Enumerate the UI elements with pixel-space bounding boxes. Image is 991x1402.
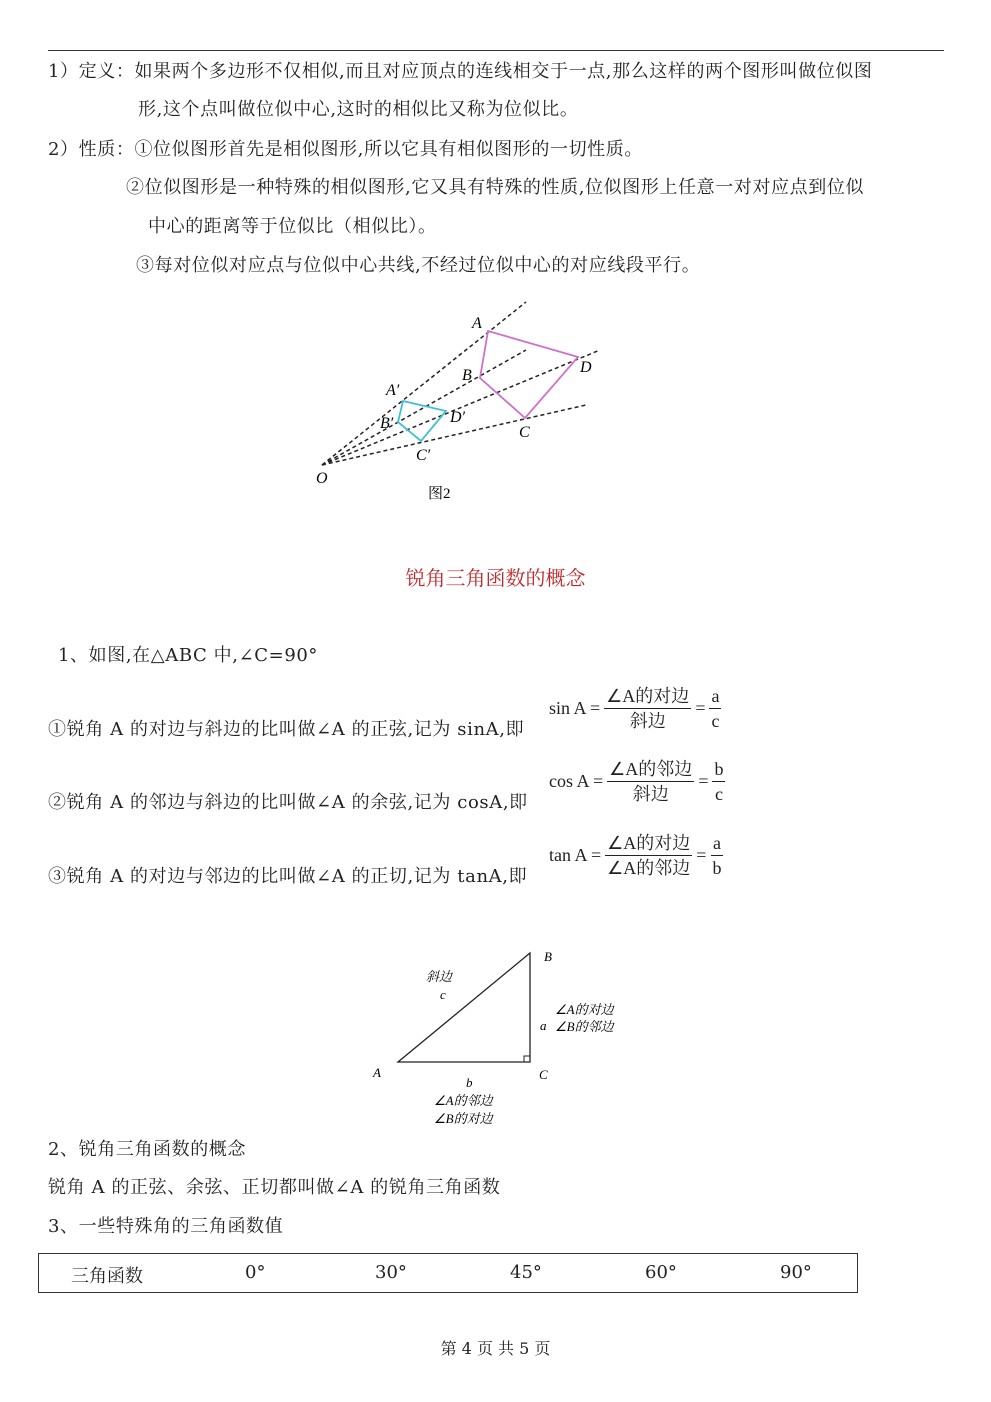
vertex-C: C	[539, 1067, 548, 1082]
small-polygon	[398, 401, 446, 441]
properties-line2: ②位似图形是一种特殊的相似图形,它又具有特殊的性质,位似图形上任意一对对应点到位似	[126, 177, 865, 198]
definition-line1: 1）定义：如果两个多边形不仅相似,而且对应顶点的连线相交于一点,那么这样的两个图形叫做位似图	[48, 61, 873, 82]
side-b-label2: ∠B的对边	[434, 1111, 493, 1126]
label-C-prime: C′	[416, 447, 431, 464]
cosine-definition: ②锐角 A 的邻边与斜边的比叫做∠A 的余弦,记为 cosA,即	[48, 792, 528, 813]
label-B-prime: B′	[380, 415, 394, 432]
item2-text: 锐角 A 的正弦、余弦、正切都叫做∠A 的锐角三角函数	[48, 1177, 501, 1198]
table-header: 三角函数	[71, 1266, 143, 1287]
table-header: 90°	[780, 1262, 812, 1283]
tangent-definition: ③锐角 A 的对边与邻边的比叫做∠A 的正切,记为 tanA,即	[48, 866, 528, 887]
ratio-numerator: a	[709, 684, 721, 709]
label-O: O	[316, 470, 328, 487]
special-angles-table	[38, 1253, 858, 1293]
formula-equals: =	[698, 771, 709, 791]
hypotenuse-label: 斜边	[426, 969, 453, 984]
right-triangle-diagram	[0, 930, 991, 1140]
formula-lhs: sin A =	[549, 698, 601, 718]
ratio-denominator: b	[712, 858, 722, 878]
item2-heading: 2、锐角三角函数的概念	[48, 1139, 247, 1160]
properties-line1: 2）性质：①位似图形首先是相似图形,所以它具有相似图形的一切性质。	[48, 139, 643, 160]
formula-denominator: 斜边	[632, 784, 669, 804]
table-header: 60°	[645, 1262, 677, 1283]
formula-numerator: ∠A的对边	[604, 684, 691, 709]
sine-definition: ①锐角 A 的对边与斜边的比叫做∠A 的正弦,记为 sinA,即	[48, 719, 525, 740]
ratio-numerator: b	[712, 757, 725, 782]
definition-line2: 形,这个点叫做位似中心,这时的相似比又称为位似比。	[138, 99, 579, 120]
side-c: c	[440, 987, 446, 1002]
tangent-formula	[549, 831, 727, 880]
figure2-homothety	[0, 0, 991, 520]
side-a: a	[540, 1018, 547, 1033]
properties-line3: 中心的距离等于位似比（相似比）。	[148, 216, 437, 237]
triangle-abc	[398, 953, 530, 1062]
page-footer: 第 4 页 共 5 页	[440, 1339, 551, 1358]
ray-lines	[322, 302, 600, 465]
label-B: B	[462, 367, 472, 384]
side-a-label2: ∠B的邻边	[555, 1019, 614, 1034]
section-title: 锐角三角函数的概念	[405, 566, 586, 590]
vertex-B: B	[544, 949, 552, 964]
table-header: 0°	[245, 1262, 266, 1283]
formula-lhs: tan A =	[549, 845, 602, 865]
vertex-A: A	[373, 1065, 381, 1080]
ratio-numerator: a	[711, 831, 723, 856]
formula-denominator: ∠A的邻边	[607, 858, 691, 878]
ratio-denominator: c	[711, 711, 720, 731]
figure-caption: 图2	[428, 486, 451, 502]
table-header: 30°	[375, 1262, 407, 1283]
large-polygon	[480, 331, 578, 418]
label-D-prime: D′	[450, 409, 466, 426]
formula-denominator: 斜边	[629, 711, 666, 731]
formula-numerator: ∠A的邻边	[607, 757, 694, 782]
label-D: D	[580, 359, 592, 376]
label-A-prime: A′	[386, 382, 400, 399]
formula-equals: =	[696, 845, 707, 865]
side-b: b	[466, 1075, 473, 1090]
cosine-formula	[549, 757, 729, 806]
formula-lhs: cos A =	[549, 771, 604, 791]
formula-equals: =	[695, 698, 706, 718]
sine-formula	[549, 684, 725, 733]
properties-line4: ③每对位似对应点与位似中心共线,不经过位似中心的对应线段平行。	[136, 255, 701, 276]
label-C: C	[519, 424, 530, 441]
table-header: 45°	[510, 1262, 542, 1283]
ratio-denominator: c	[714, 784, 723, 804]
formula-numerator: ∠A的对边	[605, 831, 692, 856]
item1-text: 1、如图,在△ABC 中,∠C=90°	[58, 645, 319, 666]
right-angle-mark	[524, 1056, 530, 1062]
side-b-label1: ∠A的邻边	[434, 1093, 493, 1108]
label-A: A	[472, 315, 482, 332]
item3-heading: 3、一些特殊角的三角函数值	[48, 1216, 284, 1237]
side-a-label1: ∠A的对边	[555, 1002, 614, 1017]
